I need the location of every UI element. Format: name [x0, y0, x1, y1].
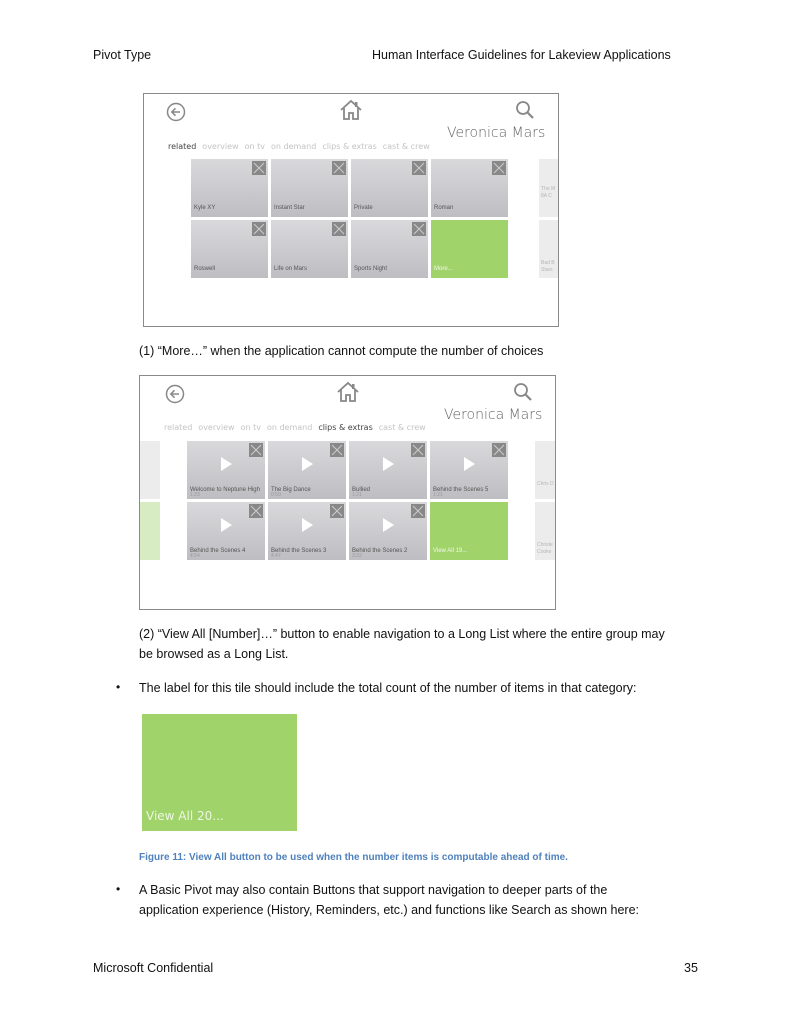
content-tile[interactable]: [187, 441, 265, 499]
content-tile[interactable]: [268, 502, 346, 560]
placeholder-image-icon: [412, 161, 426, 175]
ghost-tile: [535, 441, 555, 499]
show-title: Veronica Mars: [447, 125, 546, 141]
bullet-text-line1: A Basic Pivot may also contain Buttons that support navigation to deeper parts of the: [139, 883, 608, 897]
tile-label: Behind the Scenes 5: [433, 487, 489, 493]
bullet-text-line2: application experience (History, Reminders, etc.) and functions like Search as shown here:: [139, 903, 640, 917]
placeholder-image-icon: [252, 222, 266, 236]
content-tile[interactable]: [187, 502, 265, 560]
pivot-item[interactable]: on demand: [270, 142, 317, 151]
tile-label: Roman: [434, 205, 454, 211]
content-tile[interactable]: [349, 502, 427, 560]
play-icon: [464, 457, 475, 471]
placeholder-image-icon: [330, 504, 344, 518]
pivot-item[interactable]: on tv: [240, 423, 261, 432]
placeholder-image-icon: [249, 504, 263, 518]
ghost-tile: [539, 159, 558, 217]
tile-label: Behind the Scenes 2: [352, 548, 408, 554]
view-all-label: View All 20...: [146, 809, 224, 823]
ghost-label: Chris D: [537, 481, 554, 487]
view-all-tile: [142, 714, 297, 831]
placeholder-image-icon: [411, 443, 425, 457]
play-icon: [383, 457, 394, 471]
pivot-item[interactable]: cast & crew: [378, 423, 426, 432]
play-icon: [383, 518, 394, 532]
placeholder-image-icon: [412, 222, 426, 236]
footer-left: Microsoft Confidential: [93, 961, 214, 975]
page-number: 35: [684, 961, 698, 975]
content-tile[interactable]: [430, 441, 508, 499]
tile-label: Kyle XY: [194, 205, 216, 211]
placeholder-image-icon: [330, 443, 344, 457]
tile-label: Behind the Scenes 4: [190, 548, 246, 554]
caption-figure-2-line2: be browsed as a Long List.: [139, 647, 289, 661]
content-tile[interactable]: [351, 220, 428, 278]
ghost-tile: [140, 441, 160, 499]
play-icon: [221, 457, 232, 471]
tile-label: Private: [354, 205, 373, 211]
content-tile[interactable]: [351, 159, 428, 217]
back-arrow-icon[interactable]: [166, 102, 186, 122]
pivot-item[interactable]: cast & crew: [382, 142, 430, 151]
home-icon[interactable]: [339, 99, 363, 121]
pivot-item[interactable]: related: [168, 142, 197, 151]
bullet-text: The label for this tile should include the total count of the number of items in that category:: [139, 681, 637, 695]
content-tile[interactable]: [268, 441, 346, 499]
pivot-item[interactable]: overview: [198, 423, 235, 432]
search-icon[interactable]: [515, 100, 535, 120]
ghost-label: Bad B: [541, 260, 555, 266]
tile-label: Life on Mars: [274, 266, 308, 272]
tile-duration: 3:32: [352, 553, 362, 559]
placeholder-image-icon: [492, 161, 506, 175]
content-tile[interactable]: [431, 159, 508, 217]
bullet-glyph: •: [116, 680, 121, 694]
pivot-item[interactable]: on demand: [266, 423, 313, 432]
placeholder-image-icon: [332, 161, 346, 175]
tile-label: Sports Night: [354, 266, 388, 272]
pivot-item[interactable]: clips & extras: [318, 423, 373, 432]
tile-duration: 1:21: [433, 492, 443, 498]
ghost-tile: [140, 502, 160, 560]
header-right: Human Interface Guidelines for Lakeview Applications: [372, 48, 671, 62]
mockup-related: [143, 93, 559, 327]
more-tile[interactable]: [430, 502, 508, 560]
more-tile[interactable]: [431, 220, 508, 278]
pivot-item[interactable]: clips & extras: [322, 142, 377, 151]
caption-figure-2-line1: (2) “View All [Number]…” button to enable navigation to a Long List where the entire group may: [139, 627, 665, 641]
placeholder-image-icon: [252, 161, 266, 175]
tile-label: More...: [434, 266, 453, 272]
content-tile[interactable]: [349, 441, 427, 499]
play-icon: [302, 457, 313, 471]
tile-duration: 4:54: [190, 553, 200, 559]
tile-duration: 4:47: [271, 553, 281, 559]
placeholder-image-icon: [332, 222, 346, 236]
content-tile[interactable]: [191, 159, 268, 217]
search-icon[interactable]: [513, 382, 533, 402]
ghost-label: Cooke: [537, 549, 552, 555]
bullet-glyph: •: [116, 882, 121, 896]
show-title: Veronica Mars: [444, 407, 543, 423]
play-icon: [221, 518, 232, 532]
tile-label: Bullied: [352, 487, 371, 493]
tile-duration: 1:21: [352, 492, 362, 498]
back-arrow-icon[interactable]: [165, 384, 185, 404]
tile-label: Behind the Scenes 3: [271, 548, 327, 554]
tile-label: View All 19...: [433, 548, 468, 554]
tile-label: Instant Star: [274, 205, 305, 211]
mockup-clips: [139, 375, 556, 610]
pivot-item[interactable]: on tv: [244, 142, 265, 151]
pivot-bar: [168, 142, 436, 151]
tile-label: Roswell: [194, 266, 216, 272]
placeholder-image-icon: [411, 504, 425, 518]
header-left: Pivot Type: [93, 48, 152, 62]
tile-duration: 1:23: [190, 492, 200, 498]
tile-duration: 0:50: [271, 492, 281, 498]
caption-figure-1: (1) “More…” when the application cannot compute the number of choices: [139, 344, 544, 358]
placeholder-image-icon: [492, 443, 506, 457]
ghost-label: Christe: [537, 542, 553, 548]
home-icon[interactable]: [336, 381, 360, 403]
ghost-label: The M: [541, 186, 556, 192]
content-tile[interactable]: [271, 220, 348, 278]
ghost-label: 8A C: [541, 193, 552, 199]
pivot-item[interactable]: related: [164, 423, 193, 432]
content-tile[interactable]: [191, 220, 268, 278]
ghost-label: Stars: [541, 267, 553, 273]
ghost-tile: [539, 220, 558, 278]
play-icon: [302, 518, 313, 532]
placeholder-image-icon: [249, 443, 263, 457]
content-tile[interactable]: [271, 159, 348, 217]
pivot-bar: [164, 423, 432, 432]
tile-label: The Big Dance: [271, 487, 311, 493]
pivot-item[interactable]: overview: [202, 142, 239, 151]
figure-caption: Figure 11: View All button to be used when the number items is computable ahead of time.: [139, 852, 568, 863]
tile-label: Welcome to Neptune High: [190, 487, 260, 493]
ghost-tile: [535, 502, 555, 560]
